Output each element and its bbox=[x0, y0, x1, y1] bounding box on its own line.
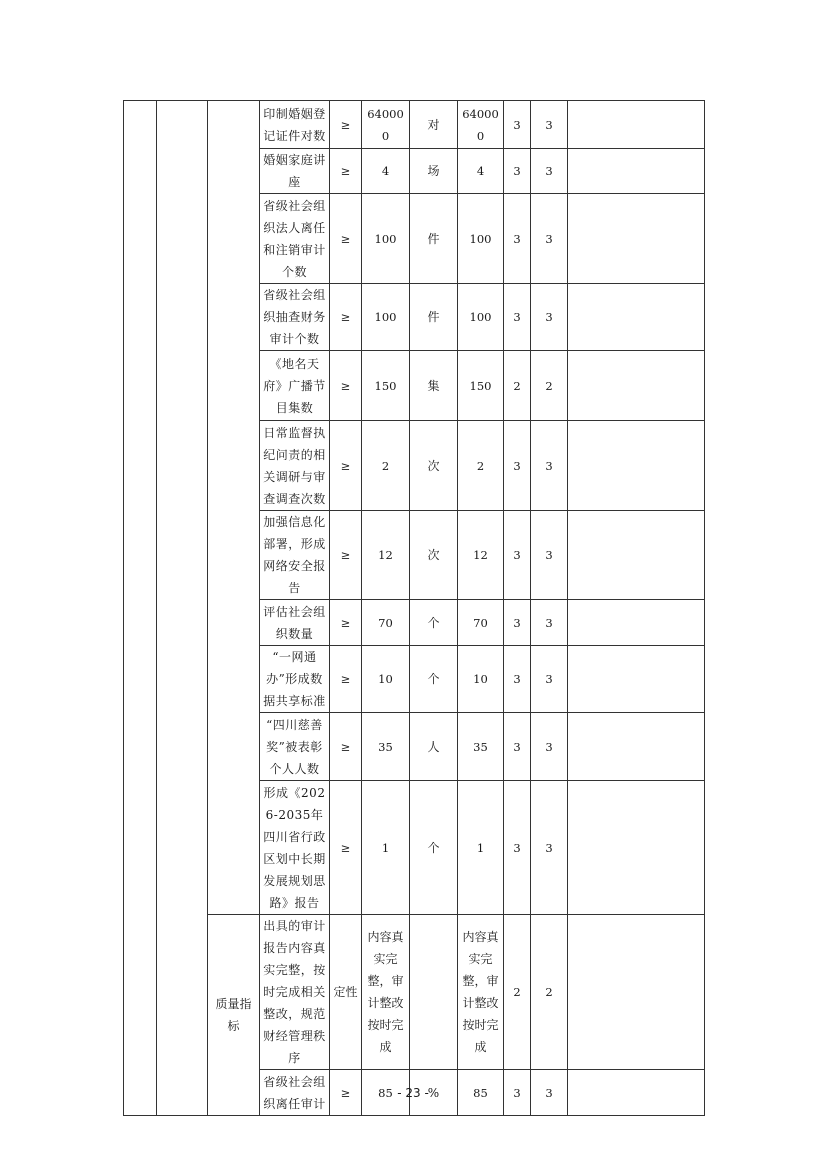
unit: % bbox=[410, 1070, 458, 1116]
unit: 个 bbox=[410, 600, 458, 646]
actual-value: 4 bbox=[458, 149, 504, 194]
score: 2 bbox=[531, 351, 568, 421]
indicator-name: 《地名天府》广播节目集数 bbox=[260, 351, 330, 421]
indicator-name: 省级社会组织离任审计 bbox=[260, 1070, 330, 1116]
actual-value: 85 bbox=[458, 1070, 504, 1116]
unit: 件 bbox=[410, 194, 458, 284]
indicator-name: 日常监督执纪问责的相关调研与审查调查次数 bbox=[260, 421, 330, 511]
indicator-type: 定性 bbox=[330, 915, 362, 1070]
comparison-operator: ≥ bbox=[330, 713, 362, 781]
unit: 集 bbox=[410, 351, 458, 421]
weight: 3 bbox=[504, 149, 531, 194]
remark-cell bbox=[568, 646, 705, 713]
actual-value: 12 bbox=[458, 511, 504, 600]
comparison-operator: ≥ bbox=[330, 421, 362, 511]
comparison-operator: ≥ bbox=[330, 149, 362, 194]
comparison-operator: ≥ bbox=[330, 194, 362, 284]
indicator-name: 省级社会组织抽查财务审计个数 bbox=[260, 284, 330, 351]
target-value: 70 bbox=[362, 600, 410, 646]
actual-value: 10 bbox=[458, 646, 504, 713]
target-value: 150 bbox=[362, 351, 410, 421]
indicator-name: 出具的审计报告内容真实完整，按时完成相关整改，规范财经管理秩序 bbox=[260, 915, 330, 1070]
weight: 3 bbox=[504, 1070, 531, 1116]
remark-cell bbox=[568, 194, 705, 284]
remark-cell bbox=[568, 149, 705, 194]
weight: 3 bbox=[504, 713, 531, 781]
actual-value: 100 bbox=[458, 194, 504, 284]
remark-cell bbox=[568, 351, 705, 421]
table-row bbox=[124, 915, 705, 1070]
indicator-name: 形成《2026-2035年四川省行政区划中长期发展规划思路》报告 bbox=[260, 781, 330, 915]
weight: 3 bbox=[504, 284, 531, 351]
weight: 3 bbox=[504, 194, 531, 284]
remark-cell bbox=[568, 915, 705, 1070]
score: 3 bbox=[531, 713, 568, 781]
score: 3 bbox=[531, 646, 568, 713]
weight: 3 bbox=[504, 600, 531, 646]
score: 3 bbox=[531, 1070, 568, 1116]
score: 3 bbox=[531, 421, 568, 511]
score: 3 bbox=[531, 600, 568, 646]
target-value: 10 bbox=[362, 646, 410, 713]
score: 3 bbox=[531, 781, 568, 915]
unit: 个 bbox=[410, 781, 458, 915]
remark-cell bbox=[568, 713, 705, 781]
score: 3 bbox=[531, 284, 568, 351]
weight: 3 bbox=[504, 646, 531, 713]
target-value: 2 bbox=[362, 421, 410, 511]
indicator-name: 加强信息化部署，形成网络安全报告 bbox=[260, 511, 330, 600]
target-value: 1 bbox=[362, 781, 410, 915]
remark-cell bbox=[568, 421, 705, 511]
remark-cell bbox=[568, 101, 705, 149]
score: 3 bbox=[531, 149, 568, 194]
weight: 3 bbox=[504, 781, 531, 915]
target-value: 100 bbox=[362, 284, 410, 351]
quality-indicator-label: 质量指标 bbox=[208, 915, 260, 1116]
target-value: 640000 bbox=[362, 101, 410, 149]
actual-value: 640000 bbox=[458, 101, 504, 149]
actual-value: 35 bbox=[458, 713, 504, 781]
unit: 次 bbox=[410, 511, 458, 600]
indicator-name: 印制婚姻登记证件对数 bbox=[260, 101, 330, 149]
table-row bbox=[124, 101, 705, 149]
unit: 次 bbox=[410, 421, 458, 511]
comparison-operator: ≥ bbox=[330, 511, 362, 600]
indicator-name: “四川慈善奖”被表彰个人人数 bbox=[260, 713, 330, 781]
target-value: 35 bbox=[362, 713, 410, 781]
level2-indicator-cell bbox=[157, 101, 208, 1116]
unit bbox=[410, 915, 458, 1070]
actual-value: 2 bbox=[458, 421, 504, 511]
weight: 2 bbox=[504, 351, 531, 421]
quantity-indicator-cell bbox=[208, 101, 260, 915]
unit: 个 bbox=[410, 646, 458, 713]
page-number: - 23 - bbox=[397, 1086, 429, 1100]
comparison-operator: ≥ bbox=[330, 284, 362, 351]
indicator-name: 评估社会组织数量 bbox=[260, 600, 330, 646]
unit: 场 bbox=[410, 149, 458, 194]
score: 3 bbox=[531, 194, 568, 284]
unit: 件 bbox=[410, 284, 458, 351]
actual-value: 150 bbox=[458, 351, 504, 421]
performance-indicator-table bbox=[123, 100, 705, 1116]
comparison-operator: ≥ bbox=[330, 1070, 362, 1116]
indicator-name: 婚姻家庭讲座 bbox=[260, 149, 330, 194]
score: 3 bbox=[531, 511, 568, 600]
weight: 3 bbox=[504, 511, 531, 600]
indicator-name: 省级社会组织法人离任和注销审计个数 bbox=[260, 194, 330, 284]
unit: 对 bbox=[410, 101, 458, 149]
actual-value: 100 bbox=[458, 284, 504, 351]
remark-cell bbox=[568, 284, 705, 351]
comparison-operator: ≥ bbox=[330, 781, 362, 915]
actual-value: 1 bbox=[458, 781, 504, 915]
target-value: 100 bbox=[362, 194, 410, 284]
score: 3 bbox=[531, 101, 568, 149]
unit: 人 bbox=[410, 713, 458, 781]
remark-cell bbox=[568, 781, 705, 915]
actual-value: 内容真实完整，审计整改按时完成 bbox=[458, 915, 504, 1070]
target-value: 12 bbox=[362, 511, 410, 600]
indicator-name: “一网通办”形成数据共享标准 bbox=[260, 646, 330, 713]
weight: 2 bbox=[504, 915, 531, 1070]
weight: 3 bbox=[504, 101, 531, 149]
comparison-operator: ≥ bbox=[330, 101, 362, 149]
score: 2 bbox=[531, 915, 568, 1070]
comparison-operator: ≥ bbox=[330, 600, 362, 646]
remark-cell bbox=[568, 511, 705, 600]
target-value: 内容真实完整，审计整改按时完成 bbox=[362, 915, 410, 1070]
remark-cell bbox=[568, 600, 705, 646]
target-value: 4 bbox=[362, 149, 410, 194]
weight: 3 bbox=[504, 421, 531, 511]
comparison-operator: ≥ bbox=[330, 351, 362, 421]
comparison-operator: ≥ bbox=[330, 646, 362, 713]
actual-value: 70 bbox=[458, 600, 504, 646]
level1-indicator-cell bbox=[124, 101, 157, 1116]
target-value: 85 bbox=[362, 1070, 410, 1116]
